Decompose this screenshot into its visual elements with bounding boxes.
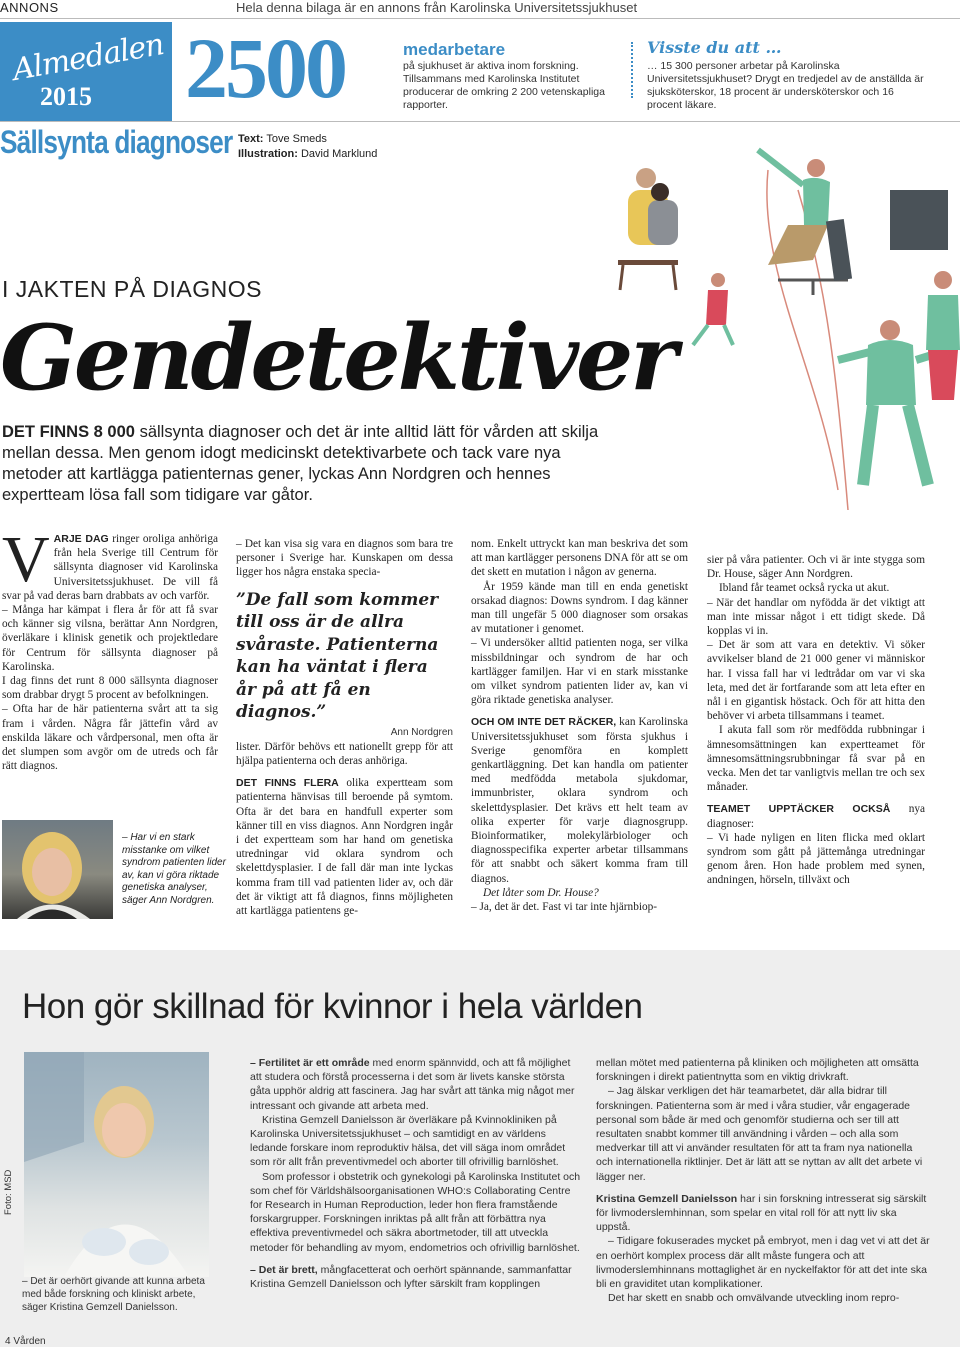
col3-p5: – Ja, det är det. Fast vi tar inte hjärnbiop- bbox=[471, 901, 658, 914]
col4-p2: Ibland får teamet också rycka ut akut. bbox=[719, 582, 890, 595]
feature-headline: Hon gör skillnad för kvinnor i hela världen bbox=[22, 987, 643, 1026]
col4-p5: I akuta fall som rör medfödda rubbningar i ämnesomsättningen kan expertteamet för ämnesomsättningsrubbningar få svar på en vecka. Men det tar vanligtvis mellan tre och sex månader. bbox=[707, 724, 925, 794]
feature-lead: – Fertilitet är ett område bbox=[250, 1057, 370, 1069]
portrait-illustration bbox=[2, 820, 113, 919]
article-kicker: I JAKTEN PÅ DIAGNOS bbox=[2, 276, 262, 302]
lab-portrait-illustration bbox=[24, 1052, 209, 1277]
feature-lead-2: – Det är brett, bbox=[250, 1263, 318, 1276]
col4-p7: – Vi hade nyligen en liten flicka med oklart syndrom som gått på jättemånga utredningar genom åren. Hon hade problem med synen, andningen, hörseln, tillväxt och bbox=[707, 831, 925, 887]
article-ingress bbox=[2, 422, 602, 506]
fact-heading: medarbetare bbox=[403, 40, 506, 59]
col1-p1: ringer oroliga anhöriga från hela Sverige till Centrum för sällsynta diagnoser vid Karolinska Universitetssjukhuset. De vill få svar på vad deras barn drabbats av och varför. bbox=[2, 533, 218, 602]
col3-p2: År 1959 kände man till en enda genetiskt orsakad diagnos: Downs syndrom. I dag känner man till ungefär 5 000 diagnoser som orsakas av mutationer i genomet. bbox=[471, 580, 688, 636]
section-title: Sällsynta diagnoser bbox=[0, 124, 233, 160]
dropcap: V bbox=[2, 523, 50, 596]
pull-quote-source: Ann Nordgren bbox=[390, 726, 453, 738]
col2-p1: – Det kan visa sig vara en diagnos som bara tre personer i Sverige har. Kunskapen om dessa ligger hos några enstaka specia- bbox=[236, 538, 453, 579]
col4-p1: sier på våra patienter. Och vi är inte stygga som Dr. House, säger Ann Nordgren. bbox=[707, 554, 925, 581]
article-column-3 bbox=[471, 537, 688, 914]
feature-p9: Det har skett en snabb och omvälvande utveckling inom repro- bbox=[608, 1292, 900, 1305]
seated-doctor bbox=[618, 168, 678, 290]
col3-p3: – Vi undersöker alltid patienten noga, ser vilka missbildningar och syndrom de har och kartlägger familjen. Har vi en stark misstanke om vilket syndrom patienten lider av, kan vi göra riktade genetiska analyser. bbox=[471, 637, 688, 707]
feature-p4: mångfacetterat och oerhört spännande, sammanfattar Kristina Gemzell Danielsson och lyfter särskilt fram kopplingen bbox=[250, 1263, 572, 1291]
fact-number: 2500 bbox=[185, 20, 345, 116]
col1-lead: ARJE DAG bbox=[53, 533, 109, 545]
feature-lead-3: Kristina Gemzell Danielsson bbox=[596, 1192, 738, 1205]
article-column-1 bbox=[2, 523, 218, 773]
section-divider bbox=[0, 121, 960, 122]
credit-illustration-label: Illustration: bbox=[238, 148, 298, 160]
portrait-caption: – Har vi en stark misstanke om vilket syndrom patienten lider av, kan vi göra riktade genetiska analyser, säger Ann Nordgren. bbox=[122, 832, 226, 906]
col2-p2: lister. Därför behövs ett nationellt grepp för att hjälpa patienterna och deras anhöriga. bbox=[236, 740, 453, 768]
pull-quote: ”De fall som kommer till oss är de allra svåraste. Patienterna kan ha väntat i flera år på att få en diagnos.” bbox=[236, 589, 439, 723]
kneeling-figure bbox=[693, 273, 733, 345]
did-you-know-body: … 15 300 personer arbetar på Karolinska Universitetssjukhuset? Drygt en tredjedel av de anställda är sjuksköterskor, 18 procent är undersköterskor och 16 procent läkare. bbox=[647, 60, 924, 111]
credit-author: Tove Smeds bbox=[266, 133, 327, 145]
col3-question: Det låter som Dr. House? bbox=[483, 886, 599, 899]
feature-p1: med enorm spännvidd, och att få möjlighet att studera och förstå processerna i det som är livets kanske största gåta upphör aldrig att fascinera. Jag har svårt att tänka mig något mer intressant och givande att arbeta med. bbox=[250, 1057, 575, 1112]
section-label: ANNONS bbox=[0, 0, 59, 15]
feature-p2: Kristina Gemzell Danielsson är överläkare på Kvinnokliniken på Karolinska Universitetssjukhuset – och samtidigt en av världens ledande forskare inom reproduktiv hälsa, det vill säga inom området som rör allt från preventivmedel och aborter till ofrivillig barnlöshet. bbox=[250, 1113, 566, 1169]
feature-column-2 bbox=[596, 1056, 931, 1305]
col4-p6: nya diagnoser: bbox=[707, 803, 925, 830]
credit-text-label: Text: bbox=[238, 133, 264, 145]
supplement-note: Hela denna bilaga är en annons från Karolinska Universitetssjukhuset bbox=[236, 0, 638, 15]
feature-p5: mellan mötet med patienterna på kliniken och möjligheten att omsätta forskningen i direkt patientnytta som en viktig drivkraft. bbox=[596, 1057, 919, 1084]
portrait-photo-ann-nordgren bbox=[2, 820, 113, 919]
col4-subhead: TEAMET UPPTÄCKER OCKSÅ bbox=[707, 803, 891, 816]
col3-p1: nom. Enkelt uttryckt kan man beskriva det som att man kartlägger personens DNA för att se om det skett en mutation i någon av generna. bbox=[471, 538, 688, 579]
col4-p3: – När det handlar om nyfödda är det viktigt att man inte missar något i ett tidigt skede. Då kopplas vi in. bbox=[707, 596, 925, 638]
col3-p4: kan Karolinska Universitetssjukhuset som första sjukhus i Sverige genomföra en komplett genkartläggning. Det kan handla om patienter med medfödda metabola sjukdomar, immunbrister, oklara syndrom och skelettdysplasier. Det krävs ett helt team av olika experter för varje diagnosgrupp. Bioinformatiker, molekylärbiologer och diagnosspecifika experter arbetar tillsammans för att snabbt och säkert komma fram till diagnos. bbox=[471, 716, 689, 885]
credit-illustrator: David Marklund bbox=[300, 148, 378, 160]
ingress-lead: DET FINNS 8 000 bbox=[2, 423, 135, 441]
feature-p8: – Tidigare fokuserades mycket på embryot, men i dag vet vi att det är en oerhört komplex process där allt måste fungera och att livmoderslemhinnans mottaglighet är en nyckelfaktor för att det inte ska bli en graviditet utan komplikationer. bbox=[596, 1235, 930, 1291]
col2-subhead: DET FINNS FLERA bbox=[236, 777, 339, 790]
col1-p2: – Många har kämpat i flera år för att få svar och känner sig vilsna, berättar Ann Nordgren, överläkare i klinisk genetik och projektledare för Centrum för sällsynta diagnoser på Karolinska. bbox=[2, 604, 218, 673]
page-footer: 4 Vården bbox=[5, 1336, 46, 1347]
article-column-2 bbox=[236, 537, 453, 918]
badge-title: Almedalen bbox=[10, 27, 167, 88]
fact-body: på sjukhuset är aktiva inom forskning. Tillsammans med Karolinska Institutet producerar de omkring 2 200 vetenskapliga rapporter. bbox=[403, 60, 605, 111]
badge-year: 2015 bbox=[40, 82, 92, 111]
feature-caption: – Det är oerhört givande att kunna arbeta med både forskning och kliniskt arbete, säger Kristina Gemzell Danielsson. bbox=[22, 1276, 205, 1313]
woman-in-red bbox=[926, 271, 960, 400]
did-you-know-heading: Visste du att … bbox=[647, 38, 782, 57]
col3-subhead: OCH OM INTE DET RÄCKER, bbox=[471, 716, 617, 729]
article-headline: Gendetektiver bbox=[0, 305, 675, 411]
feature-p6: – Jag älskar verkligen det här teamarbetet, där alla bidrar till forskningen. Patienterna som är med i våra studier, vår engagerade personal som både är med och genomför studierna och ser till att resultaten snabbt kommer till användning i vården – och alla som medverkar till att vi använder resultaten för att ta fram nya nationella och internationella riktlinjer. Det är lätt att se nyttan av allt det arbete vi lägger ner. bbox=[596, 1085, 923, 1183]
photo-credit: Foto: MSD bbox=[3, 1169, 14, 1215]
almedalen-badge bbox=[0, 22, 172, 121]
col4-p4: – Det är som att vara en detektiv. Vi söker avvikelser bland de 21 000 gener vi människor har. I vissa fall har vi ledtrådar om var vi ska leta, med det är fortfarande som att leta efter en nål i en gigantisk höstack. Och för att hitta den behöver vi arbeta tillsammans i teamet. bbox=[707, 639, 925, 723]
feature-column-1 bbox=[250, 1056, 582, 1291]
col1-p4: – Ofta har de här patienterna svårt att ta sig fram i vården. Några får jättefin vård av enskilda läkare och vårdpersonal, men ofta är det slumpen som avgör om de utreds och får rätt diagnos. bbox=[2, 703, 218, 773]
header-divider bbox=[0, 18, 960, 19]
bulletin-boards bbox=[826, 190, 948, 281]
feature-p7: har i sin forskning intresserat sig särskilt för livmoderslemhinnan, som spelar en vital roll för att nytt liv ska uppstå. bbox=[596, 1192, 927, 1234]
col1-p3: I dag finns det runt 8 000 sällsynta diagnoser som drabbar drygt 5 procent av befolkningen. bbox=[2, 675, 218, 702]
col2-p3: olika expertteam som patienterna hänvisas till beroende på symtom. Ofta är det bara en handfull experter som känner till en viss diagnos. Ann Nordgren ingår i det expertteam som har hand om genetiska utredningar vid oklara syndrom och skelettdysplasier. I de fall där man inte lyckas komma fram till vad patienten lider av, och där det är viktigt att få diagnos, finns möjligheten att kartlägga patientens ge- bbox=[236, 777, 453, 918]
fact-divider bbox=[631, 42, 633, 98]
portrait-photo-kristina-gemzell-danielsson bbox=[24, 1052, 209, 1277]
article-column-4 bbox=[707, 553, 925, 888]
ingress-text: sällsynta diagnoser och det är inte alltid lätt för vården att skilja mellan dessa. Men genom idogt medicinskt detektivarbete och tack vare nya metoder att kartlägga patienternas gener, lyckas Ann Nordgren och hennes expertteam lösa fall som tidigare var gåtor. bbox=[2, 423, 599, 504]
feature-p3: Som professor i obstetrik och gynekologi på Karolinska Institutet och som chef för Världshälsoorganisationen WHO:s Collaborating Centre for Research in Human Reproduction, leder hon flera framstående forskargrupper. Forskningen inriktas på allt från att förbättra nya effektiva preventivmedel och säkra abortmetoder, till att utveckla metoder för behandling av myom, endometrios och ofrivillig barnlöshet. bbox=[250, 1170, 581, 1254]
article-credits bbox=[238, 132, 377, 162]
